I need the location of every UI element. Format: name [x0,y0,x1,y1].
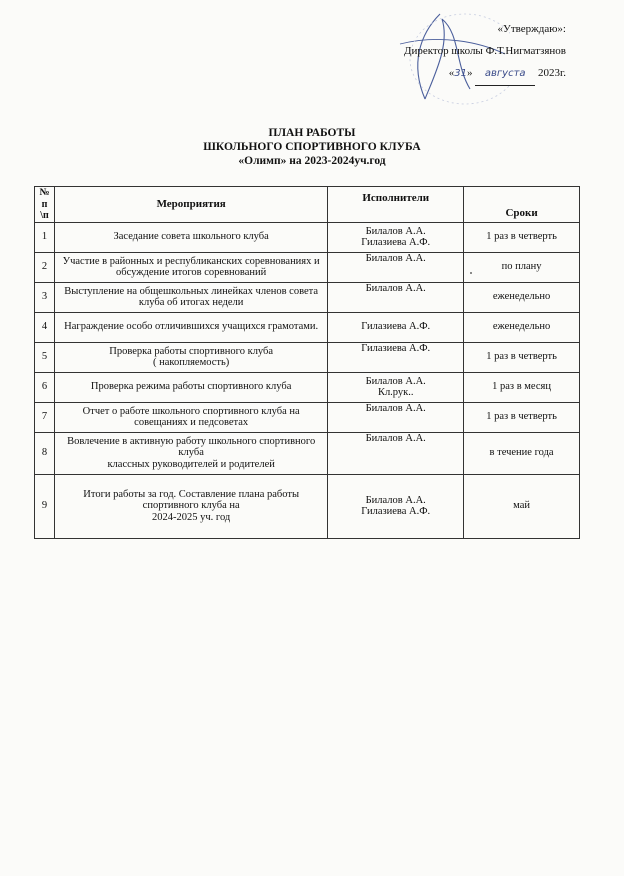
row-num: 4 [35,312,55,342]
row-event: Награждение особо отличившихся учащихся грамотами. [54,312,327,342]
row-event: Проверка режима работы спортивного клуба [54,372,327,402]
row-num: 5 [35,342,55,372]
row-num: 3 [35,282,55,312]
row-event: Участие в районных и республиканских соревнованиях и обсуждение итогов соревнований [54,252,327,282]
row-event: Итоги работы за год. Составление плана работы спортивного клуба на 2024-2025 уч. год [54,474,327,538]
table-row [35,372,580,402]
row-terms: еженедельно [464,282,580,312]
table-row [35,402,580,432]
row-terms: май [464,474,580,538]
plan-table [34,186,580,539]
table-row [35,474,580,538]
date-open-quote: « [448,67,455,79]
row-terms: 1 раз в четверть [464,222,580,252]
row-num: 8 [35,432,55,474]
row-num: 1 [35,222,55,252]
date-month: августа [475,63,535,86]
row-event: Вовлечение в активную работу школьного спортивного клуба классных руководителей и родителей [54,432,327,474]
table-row [35,222,580,252]
row-terms: по плану [464,252,580,282]
approve-label: «Утверждаю»: [497,23,566,35]
row-executors: Билалов А.А. Кл.рук.. [328,372,464,402]
row-num: 2 [35,252,55,282]
row-terms: в течение года [464,432,580,474]
title-line-3: «Олимп» на 2023-2024уч.год [238,155,386,167]
row-executors: Гилазиева А.Ф. [328,312,464,342]
row-executors: Билалов А.А. [328,252,464,282]
row-executors: Гилазиева А.Ф. [328,342,464,372]
row-executors: Билалов А.А. [328,282,464,312]
row-num: 9 [35,474,55,538]
director-name: Директор школы Ф.Т.Нигматзянов [403,45,566,57]
approval-date [306,62,566,86]
table-row [35,342,580,372]
table-row [35,282,580,312]
header-executors: Исполнители [328,187,464,223]
row-num: 6 [35,372,55,402]
date-year: 2023г. [537,67,566,79]
title-line-2: ШКОЛЬНОГО СПОРТИВНОГО КЛУБА [203,141,421,153]
row-event: Проверка работы спортивного клуба ( накопляемость) [54,342,327,372]
row-terms: еженедельно [464,312,580,342]
row-executors: Билалов А.А. [328,402,464,432]
row-event: Выступление на общешкольных линейках членов совета клуба об итогах недели [54,282,327,312]
row-executors: Билалов А.А. [328,432,464,474]
row-executors: Билалов А.А. Гилазиева А.Ф. [328,474,464,538]
table-header-row [35,187,580,223]
row-terms: 1 раз в месяц [464,372,580,402]
document-title [0,126,624,168]
header-event: Мероприятия [54,187,327,223]
table-row [35,312,580,342]
scan-speck [470,272,472,274]
table-row [35,432,580,474]
date-close-quote: » [466,67,473,79]
header-terms: Сроки [464,187,580,223]
title-line-1: ПЛАН РАБОТЫ [268,127,356,139]
table-row [35,252,580,282]
row-num: 7 [35,402,55,432]
row-terms: 1 раз в четверть [464,402,580,432]
row-executors: Билалов А.А. Гилазиева А.Ф. [328,222,464,252]
header-num: № п \п [35,187,55,223]
row-event: Заседание совета школьного клуба [54,222,327,252]
date-day: 31 [454,68,467,79]
row-terms: 1 раз в четверть [464,342,580,372]
row-event: Отчет о работе школьного спортивного клуба на совещаниях и педсоветах [54,402,327,432]
approval-block [306,18,566,86]
